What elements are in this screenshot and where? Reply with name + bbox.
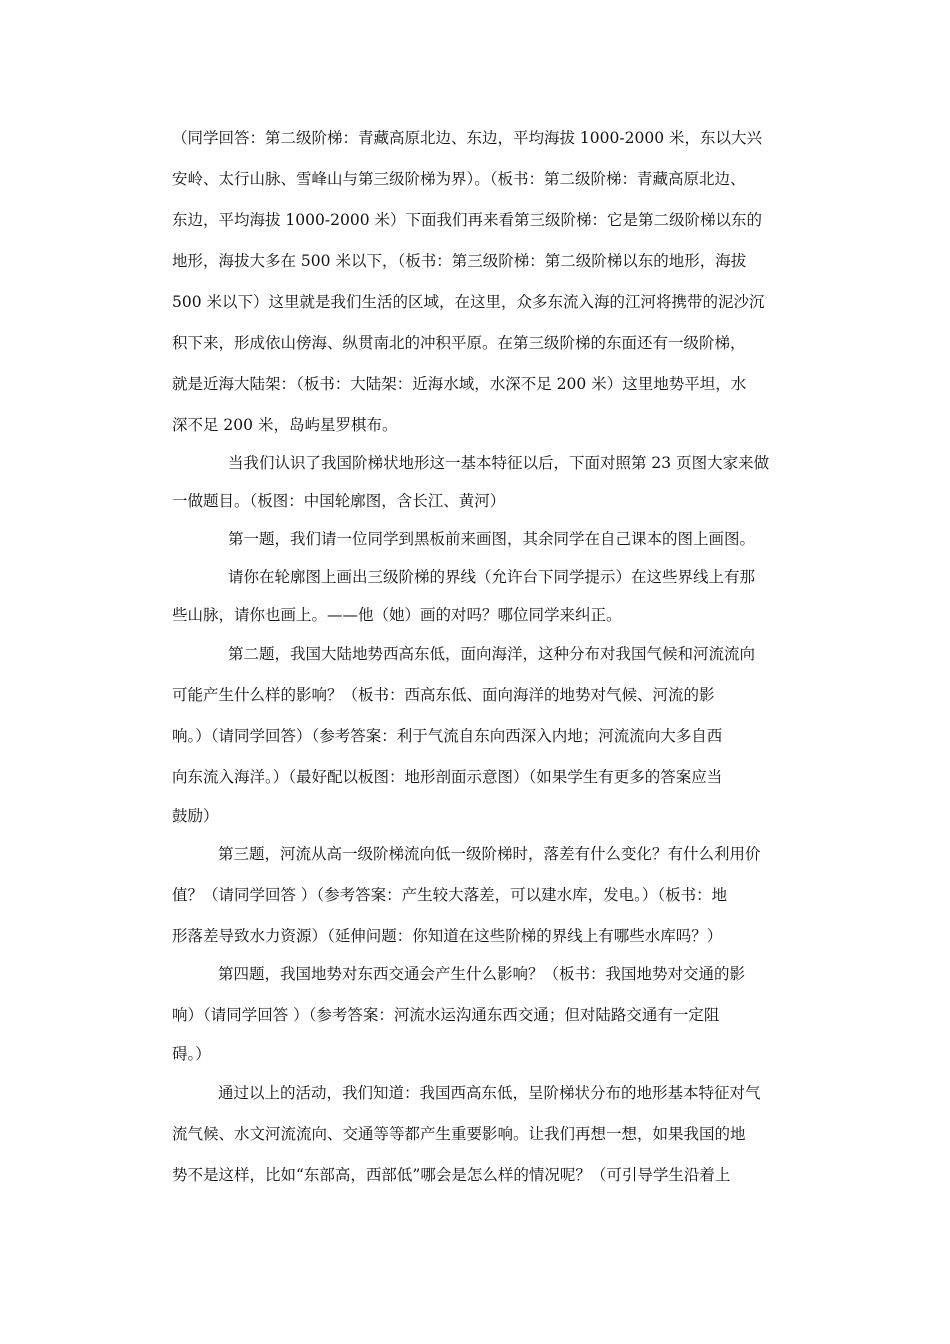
- text-line: 可能产生什么样的影响？（板书：西高东低、面向海洋的地势对气候、河流的影: [172, 686, 715, 704]
- text-line: 深不足 200 米，岛屿星罗棋布。: [172, 416, 398, 434]
- text-line: 形落差导致水力资源）（延伸问题：你知道在这些阶梯的界线上有哪些水库吗？）: [172, 927, 723, 945]
- text-line: （同学回答：第二级阶梯：青藏高原北边、东边，平均海拔 1000-2000 米，东以大兴: [172, 129, 762, 147]
- text-line: 碍。）: [172, 1045, 211, 1063]
- text-line: 第三题，河流从高一级阶梯流向低一级阶梯时，落差有什么变化？有什么利用价: [218, 845, 761, 863]
- text-line: 值？（请同学回答 ）（参考答案：产生较大落差，可以建水库，发电。）（板书：地: [172, 886, 728, 904]
- text-line: 鼓励）: [172, 807, 219, 825]
- text-line: 当我们认识了我国阶梯状地形这一基本特征以后，下面对照第 23 页图大家来做: [228, 454, 770, 472]
- text-line: 500 米以下）这里就是我们生活的区域，在这里，众多东流入海的江河将携带的泥沙沉: [172, 293, 765, 311]
- text-line: 东边，平均海拔 1000-2000 米）下面我们再来看第三级阶梯：它是第二级阶梯以东的: [172, 211, 762, 229]
- text-line: 第一题，我们请一位同学到黑板前来画图，其余同学在自己课本的图上画图。: [228, 530, 756, 548]
- text-line: 些山脉，请你也画上。——他（她）画的对吗？哪位同学来纠正。: [172, 606, 622, 624]
- text-line: 地形，海拔大多在 500 米以下，（板书：第三级阶梯：第二级阶梯以东的地形，海拔: [172, 252, 747, 270]
- text-line: 积下来，形成依山傍海、纵贯南北的冲积平原。在第三级阶梯的东面还有一级阶梯，: [172, 334, 746, 352]
- text-line: 一做题目。（板图：中国轮廓图，含长江、黄河）: [172, 492, 506, 510]
- text-line: 通过以上的活动，我们知道：我国西高东低，呈阶梯状分布的地形基本特征对气: [218, 1084, 761, 1102]
- text-line: 就是近海大陆架：（板书：大陆架：近海水域，水深不足 200 米）这里地势平坦，水: [172, 375, 747, 393]
- text-line: 流气候、水文河流流向、交通等等都产生重要影响。让我们再想一想，如果我国的地: [172, 1125, 746, 1143]
- text-line: 第二题，我国大陆地势西高东低，面向海洋，这种分布对我国气候和河流流向: [228, 645, 756, 663]
- text-line: 第四题，我国地势对东西交通会产生什么影响？（板书：我国地势对交通的影: [218, 965, 746, 983]
- text-line: 请你在轮廓图上画出三级阶梯的界线（允许台下同学提示）在这些界线上有那: [228, 568, 756, 586]
- text-line: 响）（请同学回答 ）（参考答案：河流水运沟通东西交通；但对陆路交通有一定阻: [172, 1006, 720, 1024]
- text-line: 向东流入海洋。）（最好配以板图：地形剖面示意图）（如果学生有更多的答案应当: [172, 768, 723, 786]
- text-line: 响。）（请同学回答）（参考答案：利于气流自东向西深入内地；河流流向大多自西: [172, 727, 723, 745]
- text-line: 安岭、太行山脉、雪峰山与第三级阶梯为界）。（板书：第二级阶梯：青藏高原北边、: [172, 170, 746, 188]
- text-line: 势不是这样，比如“东部高，西部低”哪会是怎么样的情况呢？（可引导学生沿着上: [172, 1166, 731, 1184]
